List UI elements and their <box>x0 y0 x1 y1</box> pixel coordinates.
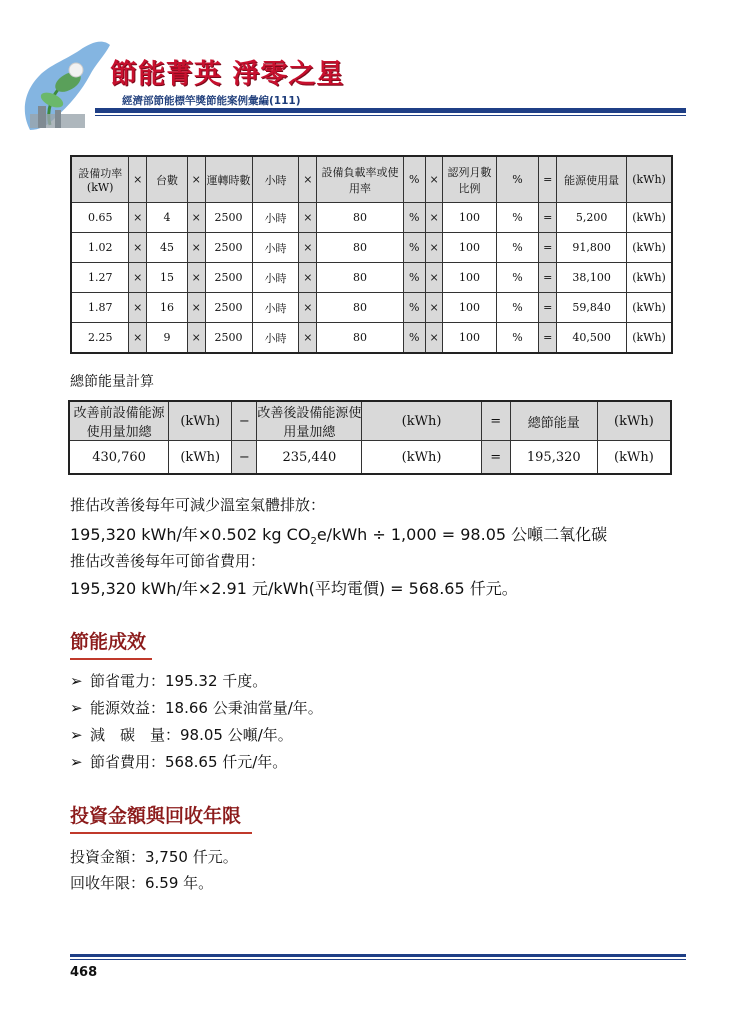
cell-op: × <box>129 203 147 233</box>
cell-count: 16 <box>147 293 188 323</box>
cell-usage: 5,200 <box>557 203 627 233</box>
header-cell: = <box>481 401 510 441</box>
cell-unit: (kWh) <box>597 441 671 475</box>
table-header-row <box>69 401 671 441</box>
header-cell: × <box>425 156 443 203</box>
cell-power: 2.25 <box>71 323 129 354</box>
calc-line-3: 推估改善後每年可節省費用： <box>70 552 266 570</box>
header-cell: (kWh) <box>169 401 232 441</box>
cell-after: 235,440 <box>257 441 362 475</box>
cell-unit: % <box>403 263 425 293</box>
header-divider <box>95 108 686 113</box>
cell-total: 195,320 <box>510 441 597 475</box>
header-cell: 運轉時數 <box>205 156 252 203</box>
cell-unit: 小時 <box>252 323 299 354</box>
list-item <box>70 670 267 691</box>
cell-power: 1.02 <box>71 233 129 263</box>
cell-usage: 59,840 <box>557 293 627 323</box>
list-item <box>70 751 287 772</box>
cell-op: × <box>299 323 317 354</box>
cell-count: 9 <box>147 323 188 354</box>
section-energy-results-title <box>70 627 146 654</box>
table-header-row <box>71 156 672 203</box>
cell-unit: % <box>496 233 539 263</box>
calc-line-2 <box>70 522 607 547</box>
cell-hours: 2500 <box>205 203 252 233</box>
header-cell: 總節能量 <box>510 401 597 441</box>
cell-usage: 91,800 <box>557 233 627 263</box>
cell-op: × <box>299 293 317 323</box>
cell-count: 45 <box>147 233 188 263</box>
cell-op: = <box>539 323 557 354</box>
cell-hours: 2500 <box>205 323 252 354</box>
cell-count: 4 <box>147 203 188 233</box>
cell-op: × <box>187 293 205 323</box>
list-item-text: 減 碳 量：98.05 公噸/年。 <box>90 726 293 744</box>
header-cell: 能源使用量 <box>557 156 627 203</box>
header-cell: × <box>187 156 205 203</box>
cell-usage: 40,500 <box>557 323 627 354</box>
cell-op: × <box>425 203 443 233</box>
cell-power: 1.87 <box>71 293 129 323</box>
page-header <box>0 0 753 135</box>
cell-load: 80 <box>317 263 404 293</box>
cell-op: × <box>299 203 317 233</box>
header-cell: (kWh) <box>362 401 481 441</box>
cell-ratio: 100 <box>443 293 496 323</box>
footer-divider-thin <box>70 959 686 960</box>
list-item <box>70 697 323 718</box>
header-cell: − <box>232 401 257 441</box>
header-cell: (kWh) <box>627 156 672 203</box>
cell-op: × <box>187 323 205 354</box>
cell-op: × <box>187 233 205 263</box>
energy-usage-table <box>70 155 673 354</box>
cell-op: − <box>232 441 257 475</box>
header-cell: 設備負載率或使用率 <box>317 156 404 203</box>
cell-op: × <box>187 203 205 233</box>
cell-op: = <box>539 233 557 263</box>
cell-unit: (kWh) <box>627 233 672 263</box>
cell-unit: 小時 <box>252 233 299 263</box>
cell-ratio: 100 <box>443 323 496 354</box>
header-cell: 改善前設備能源使用量加總 <box>69 401 169 441</box>
cell-hours: 2500 <box>205 293 252 323</box>
cell-unit: 小時 <box>252 293 299 323</box>
section-title-text: 投資金額與回收年限 <box>70 805 242 827</box>
table-row <box>71 203 672 233</box>
arrow-bullet-icon: ➢ <box>70 672 83 690</box>
header-cell: % <box>403 156 425 203</box>
cell-power: 1.27 <box>71 263 129 293</box>
arrow-bullet-icon: ➢ <box>70 726 83 744</box>
cell-unit: (kWh) <box>627 203 672 233</box>
cell-op: × <box>425 263 443 293</box>
list-item-text: 節省費用：568.65 仟元/年。 <box>90 753 288 771</box>
cell-op: × <box>425 233 443 263</box>
calc-line-2b: e/kWh ÷ 1,000 = 98.05 公噸二氧化碳 <box>316 525 608 544</box>
header-cell: 認列月數比例 <box>443 156 496 203</box>
header-title: 節能菁英 淨零之星 <box>110 59 345 90</box>
cell-op: × <box>129 323 147 354</box>
cell-op: = <box>539 263 557 293</box>
cell-load: 80 <box>317 203 404 233</box>
cell-unit: % <box>496 203 539 233</box>
cell-count: 15 <box>147 263 188 293</box>
cell-op: × <box>129 263 147 293</box>
investment-amount: 投資金額：3,750 仟元。 <box>70 848 238 866</box>
cell-unit: % <box>403 203 425 233</box>
cell-unit: (kWh) <box>627 263 672 293</box>
cell-unit: % <box>403 293 425 323</box>
cell-unit: % <box>496 293 539 323</box>
section-underline <box>70 832 252 834</box>
cell-hours: 2500 <box>205 233 252 263</box>
cell-op: × <box>425 293 443 323</box>
cell-unit: 小時 <box>252 263 299 293</box>
cell-ratio: 100 <box>443 203 496 233</box>
cell-usage: 38,100 <box>557 263 627 293</box>
table-row <box>69 441 671 475</box>
total-savings-table <box>68 400 672 475</box>
cell-load: 80 <box>317 323 404 354</box>
cell-op: = <box>539 203 557 233</box>
arrow-bullet-icon: ➢ <box>70 699 83 717</box>
header-cell: = <box>539 156 557 203</box>
header-cell: (kWh) <box>597 401 671 441</box>
cell-op: = <box>539 293 557 323</box>
cell-unit: % <box>403 323 425 354</box>
cell-unit: % <box>496 323 539 354</box>
calc-line-2a: 195,320 kWh/年×0.502 kg CO <box>70 525 311 544</box>
list-item-text: 節省電力：195.32 千度。 <box>90 672 268 690</box>
calc-line-1: 推估改善後每年可減少溫室氣體排放： <box>70 496 326 514</box>
cell-unit: % <box>403 233 425 263</box>
header-cell: 設備功率(kW) <box>71 156 129 203</box>
table-row <box>71 293 672 323</box>
cell-op: × <box>129 293 147 323</box>
cell-unit: (kWh) <box>627 293 672 323</box>
table-row <box>71 323 672 354</box>
cell-op: × <box>299 233 317 263</box>
header-cell: 改善後設備能源使用量加總 <box>257 401 362 441</box>
cell-op: × <box>187 263 205 293</box>
cell-unit: (kWh) <box>169 441 232 475</box>
cell-hours: 2500 <box>205 263 252 293</box>
section-investment-title <box>70 801 241 828</box>
cell-load: 80 <box>317 233 404 263</box>
payback-period: 回收年限：6.59 年。 <box>70 874 214 892</box>
taiwan-logo-icon <box>10 30 125 135</box>
footer-divider <box>70 954 686 957</box>
cell-power: 0.65 <box>71 203 129 233</box>
header-subtitle: 經濟部節能標竿獎節能案例彙編(111) <box>122 95 301 107</box>
list-item <box>70 724 293 745</box>
cell-op: = <box>481 441 510 475</box>
total-savings-heading: 總節能量計算 <box>70 374 154 390</box>
header-cell: × <box>299 156 317 203</box>
cell-op: × <box>299 263 317 293</box>
cell-unit: 小時 <box>252 203 299 233</box>
cell-before: 430,760 <box>69 441 169 475</box>
header-divider-thin <box>95 115 686 116</box>
calc-line-4: 195,320 kWh/年×2.91 元/kWh(平均電價) = 568.65 仟元。 <box>70 579 518 598</box>
cell-load: 80 <box>317 293 404 323</box>
header-cell: × <box>129 156 147 203</box>
list-item-text: 能源效益：18.66 公秉油當量/年。 <box>90 699 323 717</box>
cell-op: × <box>129 233 147 263</box>
cell-ratio: 100 <box>443 263 496 293</box>
table-row <box>71 263 672 293</box>
arrow-bullet-icon: ➢ <box>70 753 83 771</box>
cell-unit: (kWh) <box>627 323 672 354</box>
section-underline <box>70 658 152 660</box>
header-cell: 台數 <box>147 156 188 203</box>
header-cell: % <box>496 156 539 203</box>
section-title-text: 節能成效 <box>70 631 147 653</box>
cell-unit: % <box>496 263 539 293</box>
table-row <box>71 233 672 263</box>
page-number: 468 <box>70 965 98 980</box>
cell-ratio: 100 <box>443 233 496 263</box>
cell-unit: (kWh) <box>362 441 481 475</box>
calc-line-2-sub: 2 <box>310 536 317 548</box>
cell-op: × <box>425 323 443 354</box>
header-cell: 小時 <box>252 156 299 203</box>
